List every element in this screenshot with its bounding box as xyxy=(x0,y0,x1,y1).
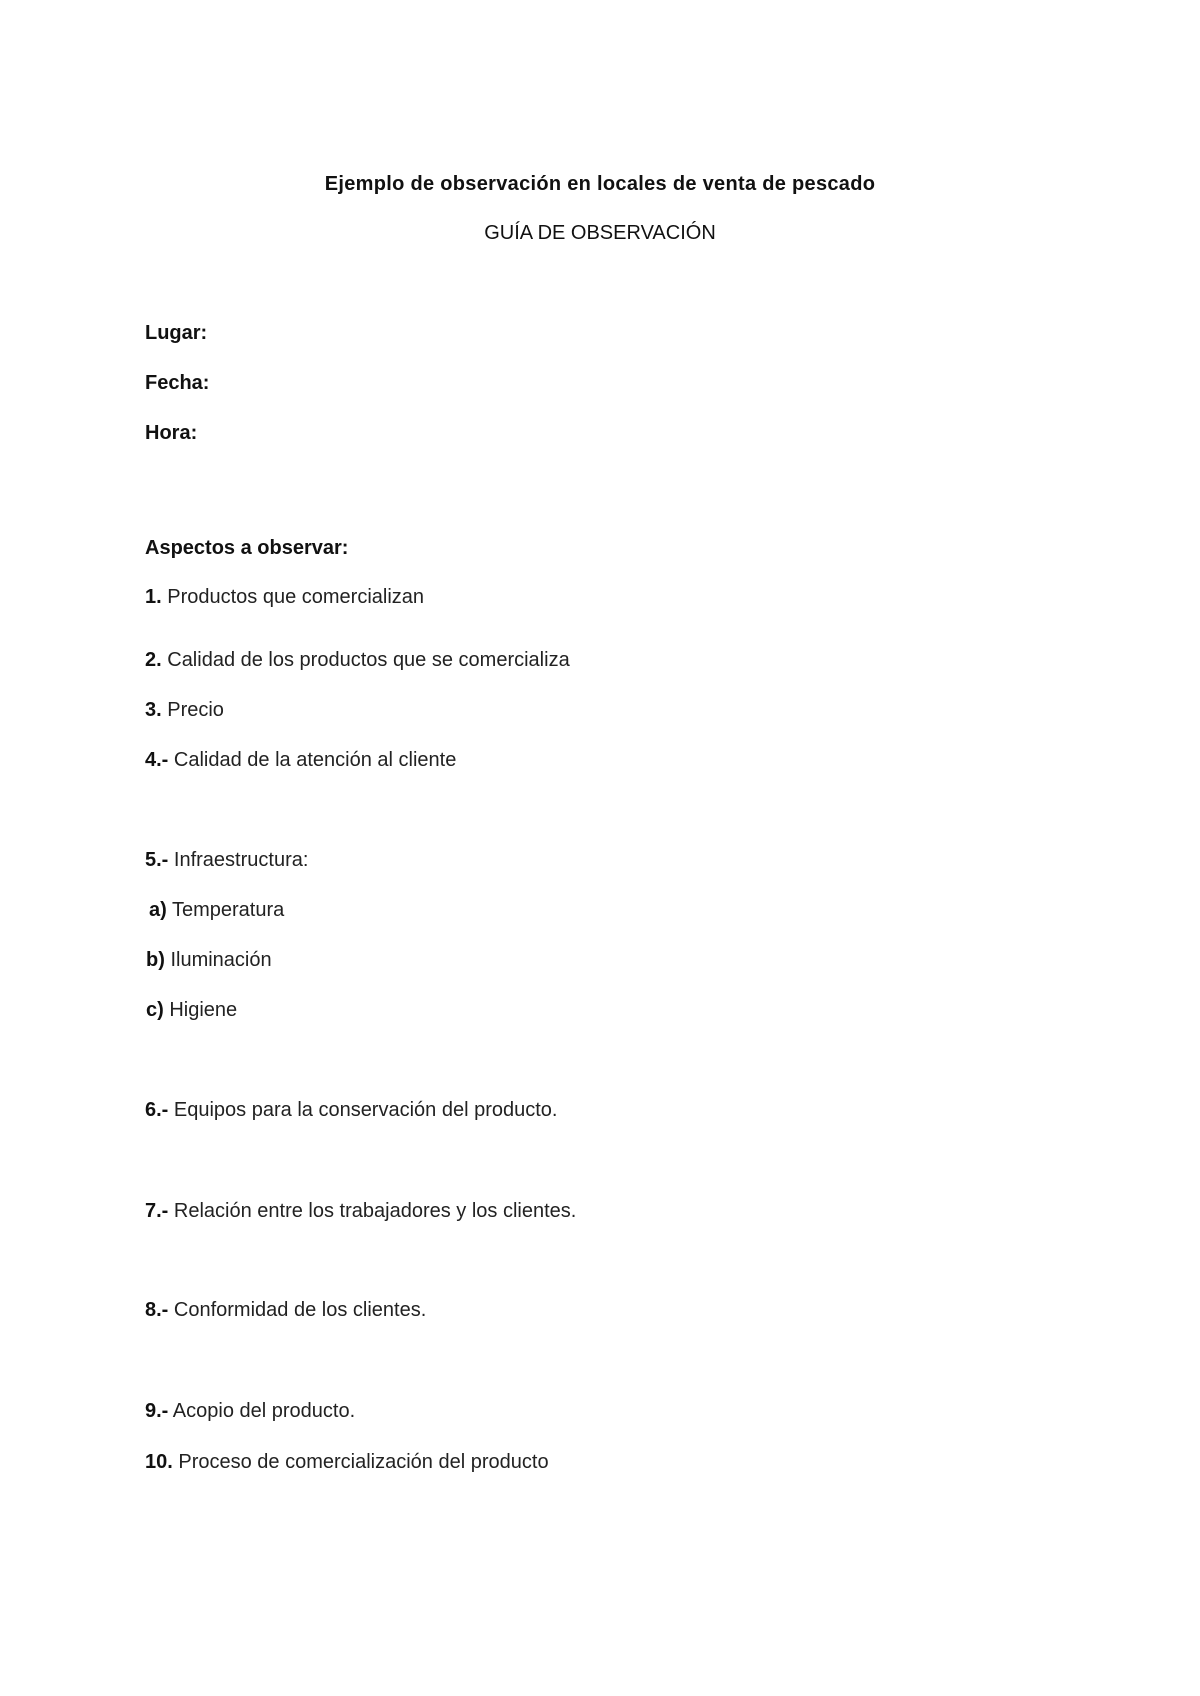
item-text: Iluminación xyxy=(164,949,272,971)
item-text: Acopio del producto. xyxy=(168,1400,356,1422)
list-item xyxy=(145,1399,355,1423)
item-text: Precio xyxy=(161,699,224,721)
item-text: Infraestructura: xyxy=(168,849,309,871)
sub-item xyxy=(146,998,237,1022)
item-text: Temperatura xyxy=(166,899,285,921)
item-number: 3. xyxy=(145,699,162,721)
list-item xyxy=(145,1098,557,1122)
aspects-heading: Aspectos a observar: xyxy=(145,537,349,559)
item-number: 7.- xyxy=(145,1200,169,1222)
field-lugar-label: Lugar: xyxy=(145,322,208,344)
list-item xyxy=(145,748,456,772)
item-number: 4.- xyxy=(145,749,169,771)
list-item xyxy=(145,1199,576,1223)
sub-item xyxy=(146,948,272,972)
list-item xyxy=(145,1298,426,1322)
list-item xyxy=(145,648,570,672)
item-text: Equipos para la conservación del producto. xyxy=(168,1099,558,1121)
document-title: Ejemplo de observación en locales de venta de pescado xyxy=(324,173,876,195)
list-item xyxy=(145,1450,549,1474)
sub-item xyxy=(149,898,284,922)
item-text: Proceso de comercialización del producto xyxy=(172,1451,549,1473)
item-text: Conformidad de los clientes. xyxy=(168,1299,427,1321)
item-number: 8.- xyxy=(145,1299,169,1321)
field-hora-label: Hora: xyxy=(145,422,198,444)
list-item xyxy=(145,848,308,872)
item-number: 5.- xyxy=(145,849,169,871)
item-number: 2. xyxy=(145,649,162,671)
list-item xyxy=(145,698,224,722)
item-number: 1. xyxy=(145,586,162,608)
field-fecha-label: Fecha: xyxy=(145,372,210,394)
item-number: 10. xyxy=(145,1451,173,1473)
item-number: 9.- xyxy=(145,1400,169,1422)
document-subtitle: GUÍA DE OBSERVACIÓN xyxy=(484,222,716,244)
item-text: Calidad de los productos que se comercializa xyxy=(161,649,570,671)
item-text: Higiene xyxy=(163,999,238,1021)
item-letter: b) xyxy=(146,949,165,971)
item-text: Productos que comercializan xyxy=(161,586,425,608)
item-number: 6.- xyxy=(145,1099,169,1121)
item-letter: a) xyxy=(149,899,167,921)
item-text: Relación entre los trabajadores y los clientes. xyxy=(168,1200,577,1222)
list-item xyxy=(145,585,424,609)
item-letter: c) xyxy=(146,999,164,1021)
item-text: Calidad de la atención al cliente xyxy=(168,749,457,771)
